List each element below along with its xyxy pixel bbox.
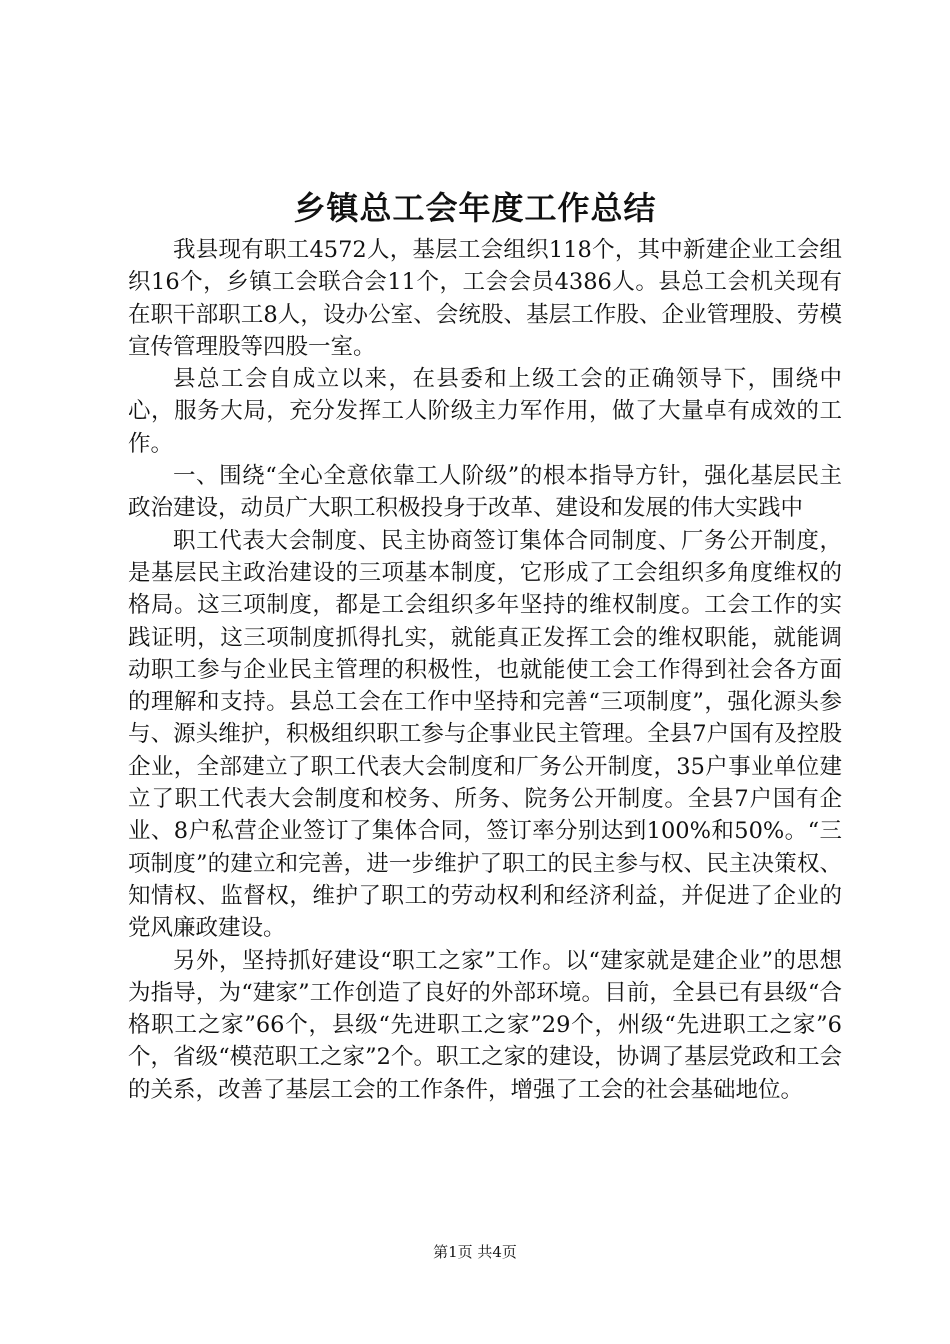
- paragraph-workers-home: 另外，坚持抓好建设“职工之家”工作。以“建家就是建企业”的思想为指导，为“建家”工作创造了良好的外部环境。目前，全县已有县级“合格职工之家”66个，县级“先进职工之家”29个，州级“先进职工之家”6个，省级“模范职工之家”2个。职工之家的建设，协调了基层党政和工会的关系，改善了基层工会的工作条件，增强了工会的社会基础地位。: [128, 947, 842, 1103]
- section-heading-1: 一、围绕“全心全意依靠工人阶级”的根本指导方针，强化基层民主政治建设，动员广大职工积极投身于改革、建设和发展的伟大实践中: [128, 463, 842, 522]
- paragraph-three-systems: 职工代表大会制度、民主协商签订集体合同制度、厂务公开制度，是基层民主政治建设的三项基本制度，它形成了工会组织多角度维权的格局。这三项制度，都是工会组织多年坚持的维权制度。工会工作的实践证明，这三项制度抓得扎实，就能真正发挥工会的维权职能，就能调动职工参与企业民主管理的积极性，也就能使工会工作得到社会各方面的理解和支持。县总工会在工作中坚持和完善“三项制度”，强化源头参与、源头维护，积极组织职工参与企事业民主管理。全县7户国有及控股企业，全部建立了职工代表大会制度和厂务公开制度，35户事业单位建立了职工代表大会制度和校务、所务、院务公开制度。全县7户国有企业、8户私营企业签订了集体合同，签订率分别达到100%和50%。“三项制度”的建立和完善，进一步维护了职工的民主参与权、民主决策权、知情权、监督权，维护了职工的劳动权利和经济利益，并促进了企业的党风廉政建设。: [128, 527, 842, 942]
- document-body: [128, 234, 842, 1106]
- page-number-footer: 第1页 共4页: [433, 1243, 517, 1261]
- document-title: 乡镇总工会年度工作总结: [293, 189, 657, 227]
- paragraph-achievements: 县总工会自成立以来，在县委和上级工会的正确领导下，围绕中心，服务大局，充分发挥工人阶级主力军作用，做了大量卓有成效的工作。: [128, 366, 842, 457]
- paragraph-overview: 我县现有职工4572人，基层工会组织118个，其中新建企业工会组织16个，乡镇工会联合会11个，工会会员4386人。县总工会机关现有在职干部职工8人，设办公室、会统股、基层工作股、企业管理股、劳模宣传管理股等四股一室。: [128, 237, 842, 360]
